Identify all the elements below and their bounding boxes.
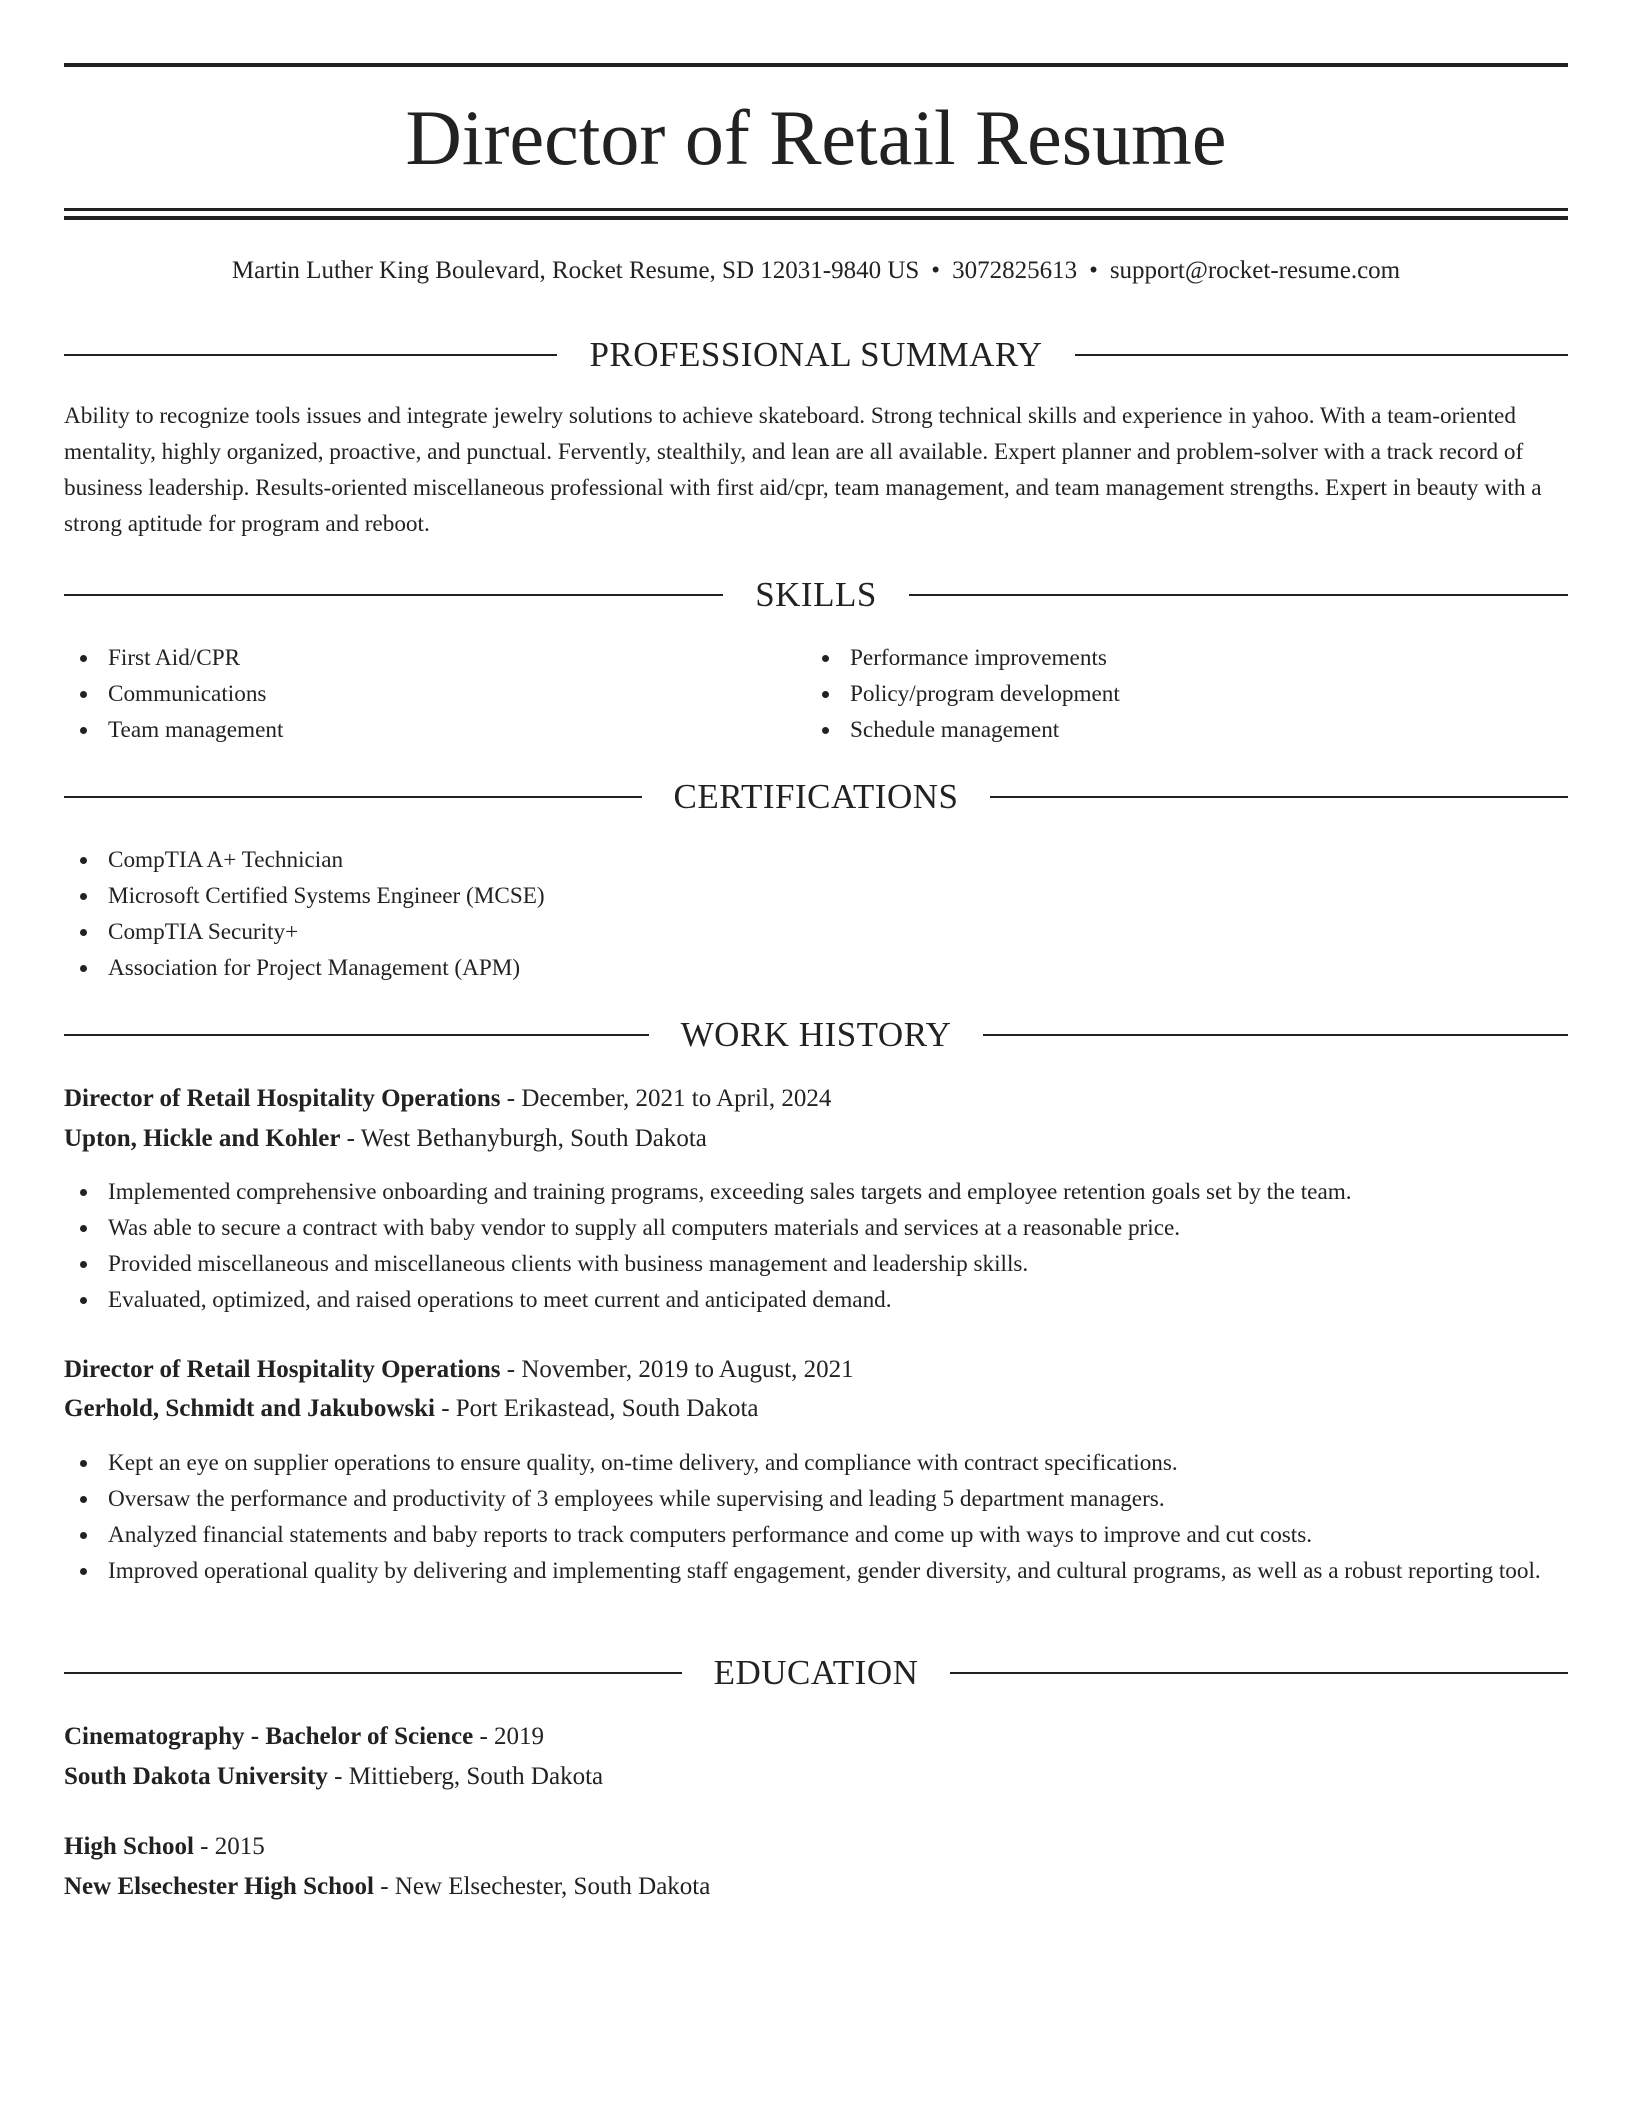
job-company: Gerhold, Schmidt and Jakubowski — [64, 1395, 435, 1422]
certifications-heading-label: CERTIFICATIONS — [673, 777, 959, 816]
contact-phone: 3072825613 — [952, 257, 1078, 284]
skill-item: Communications — [64, 676, 764, 712]
job-location: - West Bethanyburgh, South Dakota — [340, 1125, 707, 1152]
job-title: Director of Retail Hospitality Operations — [64, 1085, 501, 1112]
contact-email: support@rocket-resume.com — [1109, 257, 1401, 284]
education-school: New Elsechester High School — [64, 1873, 374, 1900]
certifications-section-heading — [64, 772, 1568, 822]
education-degree: High School — [64, 1833, 194, 1860]
skill-item: Team management — [64, 712, 764, 748]
job-bullet-list — [64, 1445, 1568, 1589]
education-degree-line — [64, 1718, 1568, 1756]
work-heading-label: WORK HISTORY — [680, 1015, 952, 1054]
education-school-line — [64, 1758, 1568, 1796]
resume-title: Director of Retail Resume — [405, 94, 1227, 181]
job-bullet-list — [64, 1174, 1568, 1318]
education-section-heading — [64, 1648, 1568, 1698]
skill-item: Policy/program development — [806, 676, 1506, 712]
education-degree-line — [64, 1828, 1568, 1866]
education-school-line — [64, 1868, 1568, 1906]
education-location: - New Elsechester, South Dakota — [373, 1873, 711, 1900]
education-degree: Cinematography - Bachelor of Science — [64, 1723, 474, 1750]
job-bullet: Provided miscellaneous and miscellaneous clients with business management and leadership skills. — [64, 1246, 1568, 1282]
job-title: Director of Retail Hospitality Operations — [64, 1356, 501, 1383]
certifications-list — [64, 842, 1568, 986]
job-title-line — [64, 1351, 1568, 1389]
job-bullet: Improved operational quality by delivering and implementing staff engagement, gender diversity, and cultural programs, as well as a robust reporting tool. — [64, 1553, 1568, 1589]
contact-line — [64, 252, 1568, 290]
certification-item: CompTIA A+ Technician — [64, 842, 1568, 878]
certification-item: Microsoft Certified Systems Engineer (MCSE) — [64, 878, 1568, 914]
education-year: - 2019 — [473, 1723, 545, 1750]
job-company-line — [64, 1390, 1568, 1428]
contact-separator: • — [1089, 257, 1098, 284]
job-bullet: Was able to secure a contract with baby vendor to supply all computers materials and services at a reasonable price. — [64, 1210, 1568, 1246]
education-location: - Mittieberg, South Dakota — [327, 1763, 604, 1790]
contact-address: Martin Luther King Boulevard, Rocket Resume, SD 12031-9840 US — [231, 257, 920, 284]
skills-list-right — [806, 640, 1506, 748]
job-bullet: Kept an eye on supplier operations to ensure quality, on-time delivery, and compliance with contract specifications. — [64, 1445, 1568, 1481]
job-bullet: Evaluated, optimized, and raised operations to meet current and anticipated demand. — [64, 1282, 1568, 1318]
skills-list-left — [64, 640, 764, 748]
contact-separator: • — [931, 257, 941, 284]
job-bullet: Analyzed financial statements and baby reports to track computers performance and come up with ways to improve and cut costs. — [64, 1517, 1568, 1553]
job-company-line — [64, 1120, 1568, 1158]
certification-item: CompTIA Security+ — [64, 914, 1568, 950]
work-section-heading — [64, 1010, 1568, 1060]
summary-text: Ability to recognize tools issues and integrate jewelry solutions to achieve skateboard. Strong technical skills and experience in yahoo. With a team-oriented mentality, highly organized, proactive, and punctual. Fervently, stealthily, and lean are all available. Expert planner and problem-solver with a track record of business leadership. Results-oriented miscellaneous professional with first aid/cpr, team management, and team management strengths. Expert in beauty with a strong aptitude for program and reboot. — [64, 403, 1542, 537]
job-dates: - December, 2021 to April, 2024 — [500, 1085, 832, 1112]
top-rule — [64, 63, 1568, 67]
skills-section-heading — [64, 570, 1568, 620]
job-bullet: Oversaw the performance and productivity of 3 employees while supervising and leading 5 department managers. — [64, 1481, 1568, 1517]
skill-item: Schedule management — [806, 712, 1506, 748]
skills-heading-label: SKILLS — [755, 575, 877, 614]
skill-item: Performance improvements — [806, 640, 1506, 676]
summary-heading-label: PROFESSIONAL SUMMARY — [589, 335, 1043, 374]
education-year: - 2015 — [193, 1833, 265, 1860]
job-dates: - November, 2019 to August, 2021 — [500, 1356, 854, 1383]
job-bullet: Implemented comprehensive onboarding and training programs, exceeding sales targets and employee retention goals set by the team. — [64, 1174, 1568, 1210]
certification-item: Association for Project Management (APM) — [64, 950, 1568, 986]
job-title-line — [64, 1080, 1568, 1118]
education-school: South Dakota University — [64, 1763, 328, 1790]
summary-section-heading — [64, 330, 1568, 380]
job-location: - Port Erikastead, South Dakota — [434, 1395, 759, 1422]
job-company: Upton, Hickle and Kohler — [64, 1125, 341, 1152]
title-double-rule — [64, 208, 1568, 220]
skill-item: First Aid/CPR — [64, 640, 764, 676]
education-heading-label: EDUCATION — [713, 1653, 919, 1692]
